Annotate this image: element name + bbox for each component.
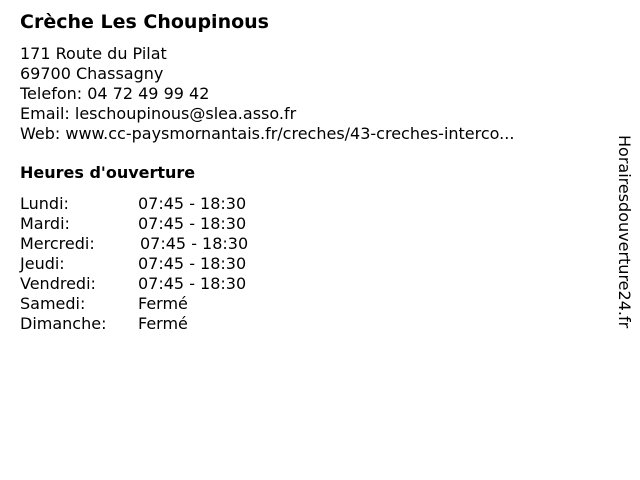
address-block — [20, 44, 514, 144]
page-title: Crèche Les Choupinous — [20, 11, 269, 33]
time-value: 07:45 - 18:30 — [138, 274, 247, 293]
day-label: Jeudi: — [20, 254, 65, 273]
day-label: Samedi: — [20, 294, 86, 313]
phone-number[interactable]: Telefon: 04 72 49 99 42 — [20, 84, 210, 103]
time-value: Fermé — [138, 314, 188, 333]
email-address[interactable]: Email: leschoupinous@slea.asso.fr — [20, 104, 297, 123]
website-link[interactable]: Web: www.cc-paysmornantais.fr/creches/43-creches-interco... — [20, 124, 515, 143]
day-label: Dimanche: — [20, 314, 107, 333]
time-value: 07:45 - 18:30 — [138, 214, 247, 233]
day-label: Vendredi: — [20, 274, 96, 293]
day-label: Mardi: — [20, 214, 70, 233]
time-value: Fermé — [138, 294, 188, 313]
day-label: Lundi: — [20, 194, 69, 213]
time-value: 07:45 - 18:30 — [140, 234, 249, 253]
street-address: 171 Route du Pilat — [20, 44, 167, 63]
time-value: 07:45 - 18:30 — [138, 194, 247, 213]
time-value: 07:45 - 18:30 — [138, 254, 247, 273]
opening-hours-heading: Heures d'ouverture — [20, 163, 196, 182]
city-address: 69700 Chassagny — [20, 64, 164, 83]
brand-watermark[interactable]: Horairesdouverture24.fr — [615, 135, 634, 329]
day-label: Mercredi: — [20, 234, 95, 253]
